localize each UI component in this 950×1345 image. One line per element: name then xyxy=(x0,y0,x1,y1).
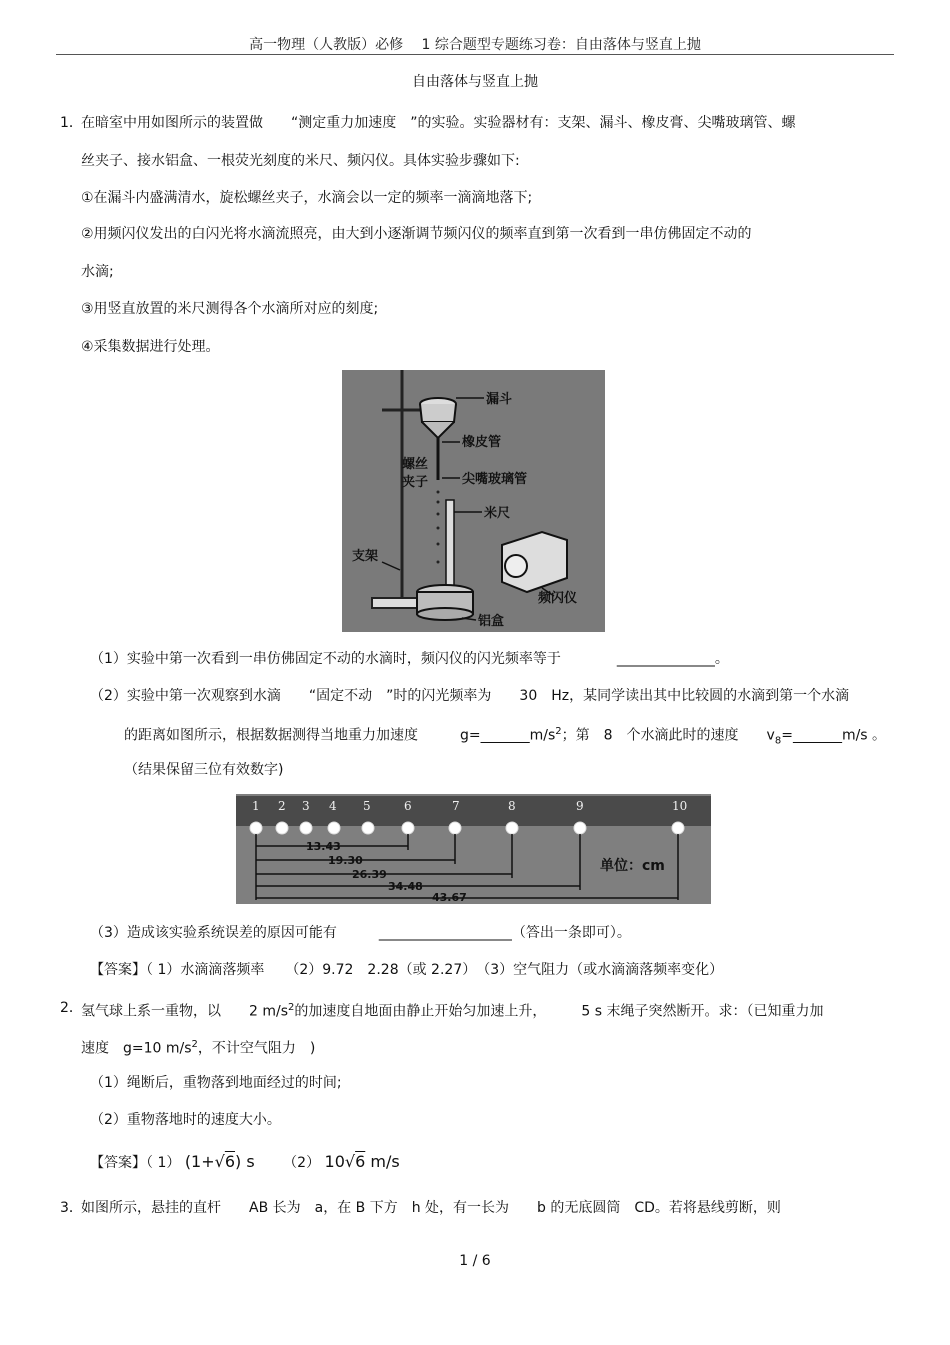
drop-8 xyxy=(506,822,518,834)
drop-label-6: 6 xyxy=(404,799,412,813)
drop-10 xyxy=(672,822,684,834)
q2-line2-pre: 速度 g=10 m/s xyxy=(81,1040,192,1057)
document-title: 自由落体与竖直上抛 xyxy=(412,74,538,90)
page-number: 1 / 6 xyxy=(459,1253,491,1269)
drop-label-2: 2 xyxy=(278,799,286,813)
drop-label-1: 1 xyxy=(252,799,260,813)
label-funnel: 漏斗 xyxy=(486,392,513,407)
distance-13-43: 13.43 xyxy=(306,840,341,853)
q1-step2b: 水滴; xyxy=(81,264,114,280)
page-header: 高一物理（人教版）必修 1 综合题型专题练习卷：自由落体与竖直上抛 xyxy=(249,37,701,53)
q2-answer1-post: ) s xyxy=(235,1152,255,1171)
q1-sub1: （1）实验中第一次看到一串仿佛固定不动的水滴时，频闪仪的闪光频率等于 ______________。 xyxy=(90,651,729,667)
q1-sub2b-pre: 的距离如图所示，根据数据测得当地重力加速度 g=_______m/s xyxy=(124,727,556,744)
drop-2 xyxy=(276,822,288,834)
q2-answer2-root: 6 xyxy=(355,1152,366,1171)
q2-line1-post: 的加速度自地面由静止开始匀加速上升， 5 s 末绳子突然断开。求：（已知重力加 xyxy=(294,1003,824,1020)
q2-line2-post: ，不计空气阻力 ) xyxy=(197,1040,316,1057)
drop-1 xyxy=(250,822,262,834)
ruler-figure xyxy=(236,794,711,904)
q1-sub2a: （2）实验中第一次观察到水滴 “固定不动 ”时的闪光频率为 30 Hz，某同学读出其中比较圆的水滴到第一个水滴 xyxy=(90,688,850,704)
drop-label-8: 8 xyxy=(508,799,516,813)
drop-5 xyxy=(362,822,374,834)
q2-line1 xyxy=(81,998,824,1022)
q1-step2a: ②用频闪仪发出的白闪光将水滴流照亮，由大到小逐渐调节频闪仪的频率直到第一次看到一串仿佛固定不动的 xyxy=(81,226,752,242)
header-divider xyxy=(56,54,894,55)
q2-answer2-post: m/s xyxy=(365,1152,400,1171)
q2-answer-label: 【答案】（ 1） xyxy=(90,1155,181,1171)
q2-answer2-pre: 10 xyxy=(324,1152,345,1171)
distance-19-30: 19.30 xyxy=(328,854,363,867)
q1-sub3: （3）造成该实验系统误差的原因可能有 ___________________（答出一条即可）。 xyxy=(90,925,631,941)
q1-sub2b-end: =_______m/s 。 xyxy=(781,727,887,744)
q1-answer: 【答案】（ 1）水滴滴落频率 （2）9.72 2.28（或 2.27） （3）空气阻力（或水滴滴落频率变化） xyxy=(90,962,724,978)
q2-sub2: （2）重物落地时的速度大小。 xyxy=(90,1112,281,1128)
drop-label-7: 7 xyxy=(452,799,460,813)
apparatus-figure xyxy=(342,370,605,632)
drop-label-5: 5 xyxy=(363,799,371,813)
q2-answer1-pre: (1+ xyxy=(184,1152,215,1171)
drop-label-10: 10 xyxy=(672,799,688,813)
q2-number: 2． xyxy=(60,1000,83,1016)
label-tube: 橡皮管 xyxy=(462,435,502,450)
q1-step4: ④采集数据进行处理。 xyxy=(81,339,220,355)
q2-line1-pre: 氢气球上系一重物，以 2 m/s xyxy=(81,1003,289,1020)
q3-line1: 如图所示，悬挂的直杆 AB 长为 a，在 B 下方 h 处，有一长为 b 的无底圆筒 CD。若将悬线剪断，则 xyxy=(81,1200,781,1216)
q1-step3: ③用竖直放置的米尺测得各个水滴所对应的刻度; xyxy=(81,301,379,317)
drop-label-9: 9 xyxy=(576,799,584,813)
q3-number: 3． xyxy=(60,1200,83,1216)
unit-label: 单位：cm xyxy=(600,858,665,874)
label-clamp-1: 螺丝 xyxy=(402,457,429,472)
label-strobe: 频闪仪 xyxy=(538,591,578,606)
label-box: 铝盒 xyxy=(478,614,505,629)
q1-sub2b-sup: 2 xyxy=(555,726,562,737)
label-ruler: 米尺 xyxy=(484,506,511,521)
q2-line2 xyxy=(81,1035,315,1059)
sqrt-sign-1: √ xyxy=(214,1152,225,1171)
q1-sub2b-post: ；第 8 个水滴此时的速度 v xyxy=(561,727,775,744)
q1-sub2c: （结果保留三位有效数字) xyxy=(124,762,284,778)
drop-7 xyxy=(449,822,461,834)
q1-sub2b xyxy=(124,722,886,751)
drop-3 xyxy=(300,822,312,834)
distance-26-39: 26.39 xyxy=(352,868,387,881)
q2-line1-sup: 2 xyxy=(288,1002,295,1013)
q1-step1: ①在漏斗内盛满清水，旋松螺丝夹子，水滴会以一定的频率一滴滴地落下; xyxy=(81,190,533,206)
drop-6 xyxy=(402,822,414,834)
q2-sub1: （1）绳断后，重物落到地面经过的时间; xyxy=(90,1075,342,1091)
label-clamp-2: 夹子 xyxy=(402,475,429,490)
label-glass-tube: 尖嘴玻璃管 xyxy=(462,472,528,487)
q2-line2-sup: 2 xyxy=(191,1039,198,1050)
q1-sub2b-sub: 8 xyxy=(774,735,782,747)
label-stand: 支架 xyxy=(352,549,379,564)
drop-label-4: 4 xyxy=(329,799,337,813)
drop-label-3: 3 xyxy=(302,799,310,813)
q2-answer xyxy=(90,1152,400,1173)
sqrt-sign-2: √ xyxy=(344,1152,356,1171)
drop-4 xyxy=(328,822,340,834)
q2-answer1-root: 6 xyxy=(224,1152,236,1171)
distance-34-48: 34.48 xyxy=(388,880,423,893)
q1-number: 1． xyxy=(60,115,83,131)
q2-answer2-label: （2） xyxy=(283,1155,321,1171)
drop-9 xyxy=(574,822,586,834)
q1-line1: 在暗室中用如图所示的装置做 “测定重力加速度 ”的实验。实验器材有：支架、漏斗、橡皮膏、尖嘴玻璃管、螺 xyxy=(81,115,796,131)
q1-line2: 丝夹子、接水铝盒、一根荧光刻度的米尺、频闪仪。具体实验步骤如下: xyxy=(81,153,520,169)
distance-43-67: 43.67 xyxy=(432,891,467,904)
